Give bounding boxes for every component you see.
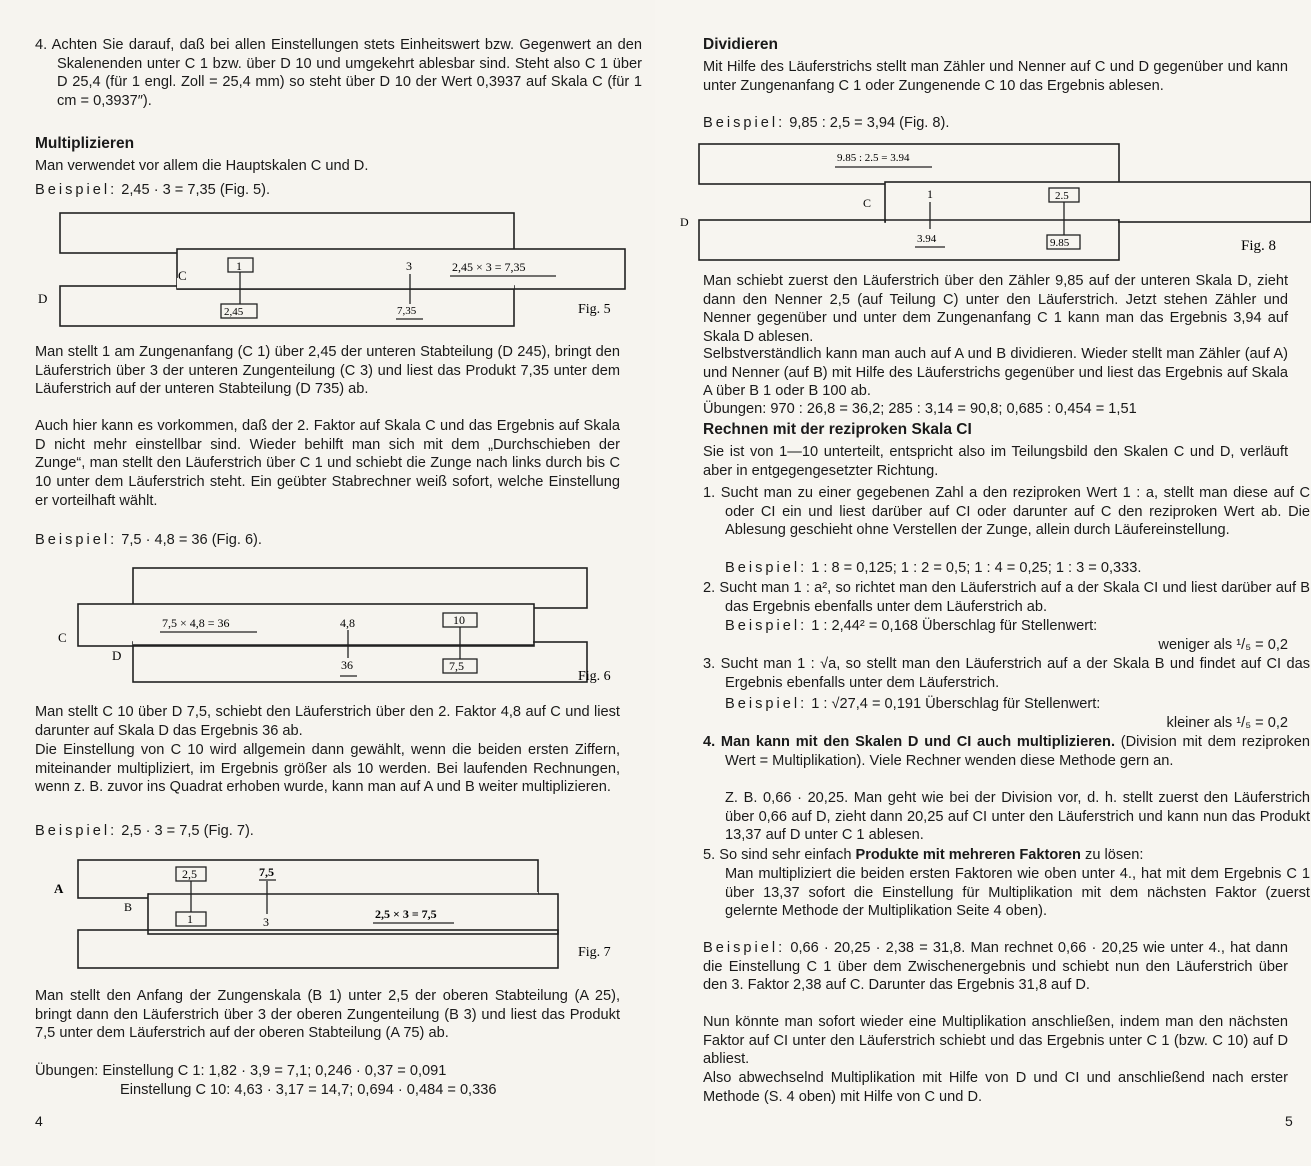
heading-dividieren: Dividieren	[703, 36, 778, 53]
exercises-line-1: Übungen: Einstellung C 1: 1,82 · 3,9 = 7,1; 0,246 · 0,37 = 0,091	[35, 1063, 447, 1079]
paragraph-fig7-explain: Man stellt den Anfang der Zungenskala (B 1) unter 2,5 der oberen Stabteilung (A 25), bringt dann den Läuferstrich über 3 der oberen Zungenteilung (B 3) und liest das Produkt 7,5 unter dem Läuferstrich auf der oberen Stabteilung (A 75) ab.	[35, 988, 620, 1042]
fig6-caption: Fig. 6	[578, 669, 611, 684]
fig6-result-36: 36	[341, 658, 353, 672]
fig5-stock-bottom	[60, 286, 514, 326]
fig8-label-c: C	[863, 196, 872, 210]
fig7-caption: Fig. 7	[578, 945, 611, 960]
fig6-stock-top	[133, 568, 587, 608]
fig7-slide	[148, 894, 558, 934]
paragraph-fig8-explain: Man schiebt zuerst den Läuferstrich über den Zähler 9,85 auf der unteren Skala D, zieht dann den Nenner 2,5 (auf Teilung C) unter den Läuferstrich. Jetzt stehen Zähler und Nenner gegenüber und unter dem Zungenanfang C 1 kann man das Ergebnis 3,94 auf Skala D ablesen.	[703, 273, 1288, 346]
item-3-example	[703, 695, 1310, 714]
example-text: 1 : 2,44² = 0,168 Überschlag für Stellenwert:	[811, 618, 1098, 634]
fig7-box-25-text: 2,5	[182, 867, 197, 881]
beispiel-label: Beispiel:	[35, 823, 118, 839]
fig6-box-10-text: 10	[453, 613, 465, 627]
beispiel-label: Beispiel:	[35, 182, 118, 198]
example-text: 2,45 · 3 = 7,35 (Fig. 5).	[121, 182, 271, 198]
heading-reziproke-skala: Rechnen mit der reziproken Skala CI	[703, 421, 972, 438]
paragraph-fig6-explain: Man stellt C 10 über D 7,5, schiebt den Läuferstrich über den 2. Faktor 4,8 auf C und liest darunter auf Skala D das Ergebnis 36 ab.	[35, 704, 620, 739]
fig5-label-d: D	[38, 291, 48, 306]
fig7-label-b: B	[124, 900, 133, 914]
fig7-label-a: A	[54, 881, 64, 896]
item-1-example	[703, 559, 1310, 578]
fig8-box-25-text: 2.5	[1055, 190, 1069, 202]
fig8-result-394: 3.94	[917, 233, 937, 245]
fig6-num-48: 4,8	[340, 616, 355, 630]
fig5-stock-top	[60, 213, 514, 253]
example-text: 9,85 : 2,5 = 3,94 (Fig. 8).	[789, 115, 950, 131]
example-fig6	[35, 531, 620, 550]
page-number-left: 4	[35, 1113, 43, 1129]
exercises-line-2: Einstellung C 10: 4,63 · 3,17 = 14,7; 0,694 · 0,484 = 0,336	[120, 1082, 497, 1098]
item-5-bold: Produkte mit mehreren Faktoren	[855, 847, 1081, 863]
example-fig5	[35, 181, 620, 200]
beispiel-label: Beispiel:	[725, 560, 808, 576]
example-multi-factor	[703, 939, 1288, 995]
fig8-caption: Fig. 8	[1241, 238, 1277, 254]
item-5-lead: 5. So sind sehr einfach	[703, 847, 856, 863]
fig8-box-985-text: 9.85	[1050, 237, 1070, 249]
item-4-rest: (Division mit dem reziproken Wert = Multiplikation). Viele Rechner wenden diese Methode gern an.	[725, 734, 1310, 769]
paragraph-also: Also abwechselnd Multiplikation mit Hilfe von D und CI und anschließend nach erster Methode (S. 4 oben) mit Hilfe von C und D.	[703, 1070, 1288, 1105]
beispiel-label: Beispiel:	[703, 940, 786, 956]
item-5-body: Man multipliziert die beiden ersten Faktoren wie oben unter 4., hat mit dem Ergebnis C 1 über 13,37 sofort die Einstellung für Multiplikation mit dem nächsten Faktor (zuerst gelernte Methode der Multiplikation Seite 4 oben).	[725, 866, 1310, 920]
mult-intro: Man verwendet vor allem die Hauptskalen C und D.	[35, 158, 369, 174]
beispiel-label: Beispiel:	[725, 696, 808, 712]
page-number-right: 5	[1285, 1113, 1293, 1129]
item-2-estimate: weniger als ¹/₅ = 0,2	[1158, 637, 1288, 653]
item-4-example: Z. B. 0,66 · 20,25. Man geht wie bei der Division vor, d. h. stellt zuerst den Läuferstrich über 0,66 auf D, zieht dann 20,25 auf CI unter den Läuferstrich und kann nun das Produkt 13,37 auf D unter C 1 ablesen.	[725, 790, 1310, 844]
fig6-stock-bottom	[133, 642, 587, 682]
fig8-slide	[885, 182, 1311, 222]
beispiel-label: Beispiel:	[725, 618, 808, 634]
fig5-box-245-text: 2,45	[224, 306, 244, 318]
figure-8	[675, 140, 1305, 270]
item-3-estimate: kleiner als ¹/₅ = 0,2	[1166, 715, 1288, 731]
figure-7	[30, 856, 630, 976]
fig6-box-75-text: 7,5	[449, 659, 464, 673]
example-text: 0,66 · 20,25 · 2,38 = 31,8. Man rechnet 0,66 · 20,25 wie unter 4., hat dann die Einstellung C 1 über dem Zwischenergebnis und schiebt nun den Läuferstrich über den 3. Faktor 2,38 auf C. Darunter das Ergebnis 31,8 auf D.	[703, 940, 1288, 994]
fig6-label-d: D	[112, 648, 122, 663]
fig7-equation: 2,5 × 3 = 7,5	[375, 907, 437, 921]
item-2-example	[703, 617, 1310, 636]
figure-5	[30, 208, 630, 328]
fig5-equation: 2,45 × 3 = 7,35	[452, 260, 526, 274]
fig6-equation: 7,5 × 4,8 = 36	[162, 616, 230, 630]
item-3: 3. Sucht man 1 : √a, so stellt man den Läuferstrich auf a der Skala B und findet auf CI das Ergebnis ebenfalls unter dem Läuferstrich.	[703, 656, 1310, 691]
fig6-label-c: C	[58, 630, 67, 645]
paragraph-durchschieben: Auch hier kann es vorkommen, daß der 2. Faktor auf Skala C und das Ergebnis auf Skala D nicht mehr einstellbar sind. Wieder behilft man sich mit dem „Durchschieben der Zunge“, man stellt den Läuferstrich über C 1 und schiebt die Zunge nach links durch bis C 10 unter dem Läuferstrich steht. Ein geübter Stabrechner weiß sofort, welche Einstellung er vorteilhaft wählt.	[35, 418, 620, 509]
beispiel-label: Beispiel:	[35, 532, 118, 548]
fig8-equation: 9.85 : 2.5 = 3.94	[837, 152, 910, 164]
fig7-stock-bottom	[78, 930, 558, 968]
fig5-caption: Fig. 5	[578, 302, 611, 317]
fig5-num-3: 3	[406, 259, 412, 273]
exercises-division: Übungen: 970 : 26,8 = 36,2; 285 : 3,14 = 90,8; 0,685 : 0,454 = 1,51	[703, 401, 1137, 417]
example-fig8	[703, 114, 1288, 133]
figure-6	[30, 566, 630, 686]
paragraph-point-4: 4. Achten Sie darauf, daß bei allen Einstellungen stets Einheitswert bzw. Gegenwert an den Skalenenden unter C 1 bzw. über D 10 und umgekehrt ablesbar sind. Steht also C 1 über D 25,4 (für 1 engl. Zoll = 25,4 mm) so steht über D 10 der Wert 0,3937 auf Skala C (für 1 cm = 0,3937″).	[35, 37, 642, 110]
fig5-result-735: 7,35	[397, 305, 417, 317]
item-5	[703, 846, 1310, 865]
item-1: 1. Sucht man zu einer gegebenen Zahl a den reziproken Wert 1 : a, stellt man diese auf C oder CI ein und liest darüber auf CI oder darunter auf C den reziproken Wert ab. Die Ablesung geschieht ohne Verstellen der Zunge, allein durch Läufereinstellung.	[703, 485, 1310, 539]
right-page	[655, 0, 1311, 1166]
fig5-box-1-text: 1	[236, 259, 242, 273]
example-fig7	[35, 822, 620, 841]
fig7-result-75: 7,5	[259, 865, 274, 879]
fig7-num-3: 3	[263, 915, 269, 929]
heading-multiplizieren: Multiplizieren	[35, 135, 135, 152]
item-4	[703, 733, 1310, 770]
item-2: 2. Sucht man 1 : a², so richtet man den Läuferstrich auf a der Skala CI und liest darüber auf B das Ergebnis ebenfalls unter dem Läuferstrich ab.	[703, 580, 1310, 615]
fig8-stock-top	[699, 144, 1119, 184]
paragraph-fig5-explain: Man stellt 1 am Zungenanfang (C 1) über 2,45 der unteren Stabteilung (D 245), bringt den Läuferstrich über 3 der unteren Zungenteilung (C 3) und liest das Produkt 7,35 unter dem Läuferstrich auf der unteren Stabteilung (D 735) ab.	[35, 344, 620, 398]
item-5-tail: zu lösen:	[1080, 847, 1144, 863]
example-text: 7,5 · 4,8 = 36 (Fig. 6).	[121, 532, 262, 548]
paragraph-einstellung-c10: Die Einstellung von C 10 wird allgemein dann gewählt, wenn die beiden ersten Ziffern, miteinander multipliziert, im Ergebnis größer als 10 werden. Bei laufenden Rechnungen, wenn z. B. zuvor ins Quadrat erhoben wurde, kann man auf A und B weiter multiplizieren.	[35, 742, 620, 796]
example-text: 1 : 8 = 0,125; 1 : 2 = 0,5; 1 : 4 = 0,25; 1 : 3 = 0,333.	[811, 560, 1142, 576]
left-page	[0, 0, 655, 1166]
fig8-label-d: D	[680, 215, 689, 229]
example-text: 1 : √27,4 = 0,191 Überschlag für Stellenwert:	[811, 696, 1101, 712]
paragraph-nun: Nun könnte man sofort wieder eine Multiplikation anschließen, indem man den nächsten Faktor auf CI unter den Läuferstrich schiebt und das Ergebnis unter C 1 (bzw. C 10) auf D abliest.	[703, 1014, 1288, 1068]
fig7-box-1-text: 1	[187, 912, 193, 926]
fig5-label-c: C	[178, 268, 187, 283]
rez-intro: Sie ist von 1—10 unterteilt, entspricht also im Teilungsbild den Skalen C und D, verläuft aber in entgegengesetzter Richtung.	[703, 444, 1288, 479]
item-4-bold: 4. Man kann mit den Skalen D und CI auch multiplizieren.	[703, 734, 1115, 750]
paragraph-dividieren-a-b: Selbstverständlich kann man auch auf A und B dividieren. Wieder stellt man Zähler (auf A) und Nenner (auf B) mit Hilfe des Läuferstrichs gegenüber und liest das Ergebnis auf Skala A über B 1 oder B 100 ab.	[703, 346, 1288, 400]
beispiel-label: Beispiel:	[703, 115, 786, 131]
example-text: 2,5 · 3 = 7,5 (Fig. 7).	[121, 823, 254, 839]
div-intro: Mit Hilfe des Läuferstrichs stellt man Zähler und Nenner auf C und D gegenüber und kann unter Zungenanfang C 1 oder Zungenende C 10 das Ergebnis ablesen.	[703, 59, 1288, 94]
fig8-num-1: 1	[927, 187, 933, 201]
